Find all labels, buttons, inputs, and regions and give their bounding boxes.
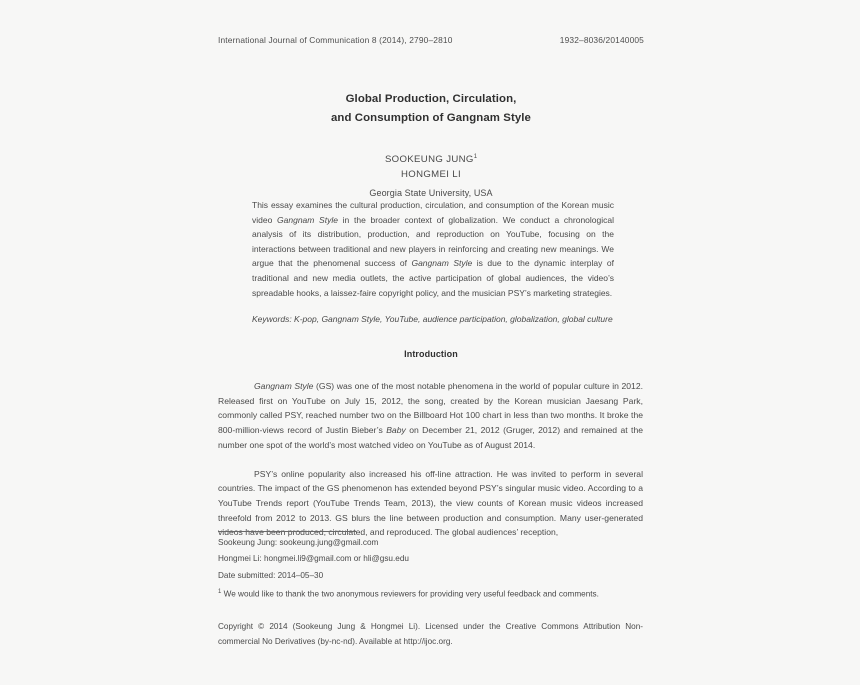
contact-author-2: Hongmei Li: hongmei.li9@gmail.com or hli@gsu.edu	[218, 554, 409, 564]
abstract-part-1: This essay examines the cultural production, circulation, and consumption of the Korean music video	[252, 200, 614, 225]
abstract-part-2: in the broader context of globalization. We conduct a chronological analysis of its distribution, production, and reproduction on YouTube, focusing on the interactions between traditional and new players in reinforcing and creating new meanings. We argue that the phenomenal success of	[252, 214, 615, 269]
running-head	[218, 35, 644, 45]
paragraph-1-italic-2: Baby	[386, 425, 406, 436]
journal-citation: International Journal of Communication 8 (2014), 2790–2810	[218, 35, 453, 45]
keywords: Keywords: K-pop, Gangnam Style, YouTube, audience participation, globalization, global culture	[252, 314, 613, 324]
title-line-1: Global Production, Circulation,	[345, 93, 517, 105]
author-footnote-marker: 1	[473, 154, 478, 160]
abstract	[252, 198, 614, 300]
page-title	[218, 90, 644, 128]
footnote-separator-rule	[218, 531, 356, 532]
footnote-text: We would like to thank the two anonymous reviewers for providing very useful feedback and comments.	[221, 589, 599, 599]
body-text	[218, 379, 643, 554]
paragraph-1-part-1: (GS) was one of the most notable phenomena in the world of popular culture in 2012. Released first on YouTube on July 15, 2012, the song, created by the Korean musician Jaesang Park, commonly called PSY, reached number two on the Billboard Hot 100 chart in less than two months. It broke the 800-million-views record of Justin Bieber’s	[218, 381, 643, 436]
title-block	[218, 90, 644, 200]
abstract-italic-2: Gangnam Style	[411, 258, 473, 269]
footnote-marker: 1	[218, 589, 222, 595]
author-name-2: HONGMEI LI	[400, 169, 461, 181]
title-line-2: and Consumption of Gangnam Style	[330, 112, 531, 124]
body-paragraph-2: PSY’s online popularity also increased his off-line attraction. He was invited to perform in several countries. The impact of the GS phenomenon has extended beyond PSY’s singular music video. According to a YouTube Trends report (YouTube Trends Team, 2013), the view counts of Korean music videos increased threefold from 2012 to 2013. GS blurs the line between production and consumption. Many user-generated videos have been produced, circulated, and reproduced. The global audiences’ reception,	[218, 468, 643, 538]
contact-block	[218, 535, 643, 584]
body-paragraph-1	[218, 379, 643, 453]
date-submitted: Date submitted: 2014–05–30	[218, 570, 324, 580]
abstract-italic-1: Gangnam Style	[277, 214, 338, 225]
copyright-notice: Copyright © 2014 (Sookeung Jung & Hongmei Li). Licensed under the Creative Commons Attribution Non-commercial No Derivatives (by-nc-nd). Available at http://ijoc.org.	[218, 622, 643, 646]
section-heading-introduction: Introduction	[404, 349, 458, 359]
author-list	[218, 150, 644, 182]
paragraph-1-italic-1: Gangnam Style	[254, 381, 314, 391]
contact-author-1: Sookeung Jung: sookeung.jung@gmail.com	[218, 538, 379, 547]
author-primary	[218, 150, 644, 167]
abstract-part-3: is due to the dynamic interplay of traditional and new media outlets, the active participation of global audiences, the video’s spreadable hooks, a laissez-faire copyright policy, and the musician PSY’s marketing strategies.	[252, 258, 615, 298]
issn-code: 1932–8036/20140005	[559, 35, 644, 45]
footnote-1	[218, 585, 643, 602]
author-name-1: SOOKEUNG JUNG	[384, 154, 474, 166]
paragraph-1-part-2: on December 21, 2012 (Gruger, 2012) and remained at the number one spot of the world’s most watched video on YouTube as of August 2014.	[218, 425, 644, 450]
affiliation: Georgia State University, USA	[369, 188, 493, 199]
